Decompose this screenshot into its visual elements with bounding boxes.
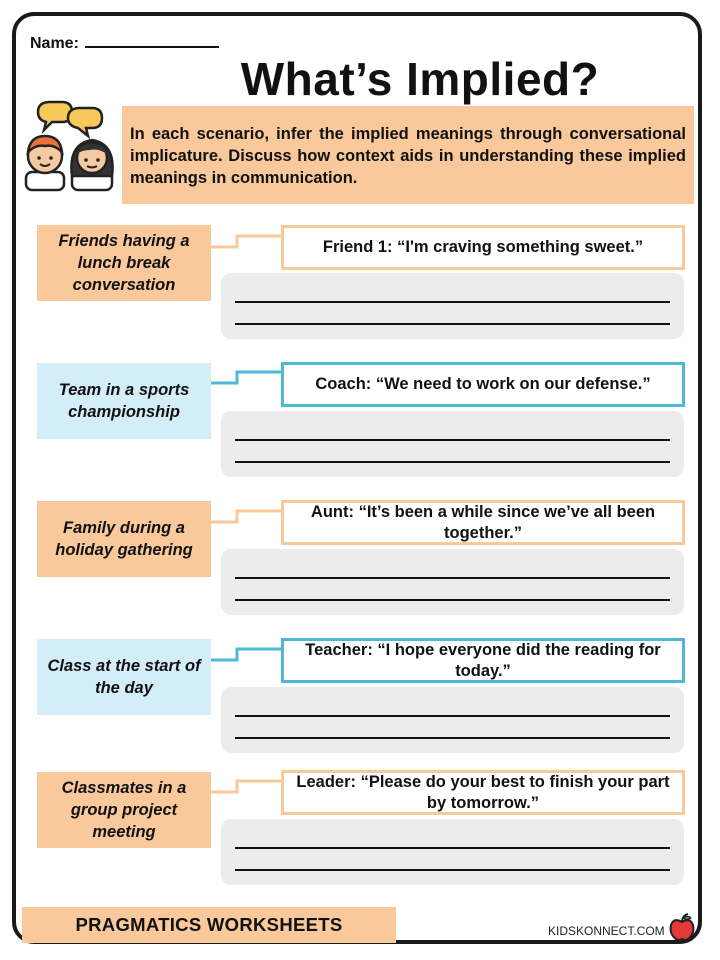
connector-line — [211, 645, 283, 665]
footer-label: PRAGMATICS WORKSHEETS — [22, 907, 396, 943]
scenario-context-5: Classmates in a group project meeting — [37, 772, 211, 848]
connector-line — [211, 507, 283, 527]
name-blank-line[interactable] — [85, 32, 219, 48]
scenario-quote-2: Coach: “We need to work on our defense.” — [281, 362, 685, 407]
answer-line[interactable] — [235, 461, 670, 463]
scenario-quote-1: Friend 1: “I'm craving something sweet.” — [281, 225, 685, 270]
answer-line[interactable] — [235, 737, 670, 739]
name-field[interactable] — [30, 32, 219, 53]
page-title: What’s Implied? — [240, 53, 600, 105]
scenario-context-4: Class at the start of the day — [37, 639, 211, 715]
connector-line — [211, 232, 283, 252]
answer-area-3[interactable] — [221, 549, 684, 615]
answer-line[interactable] — [235, 439, 670, 441]
answer-area-5[interactable] — [221, 819, 684, 885]
talking-kids-icon — [22, 98, 118, 192]
answer-line[interactable] — [235, 599, 670, 601]
answer-line[interactable] — [235, 869, 670, 871]
answer-line[interactable] — [235, 847, 670, 849]
answer-area-1[interactable] — [221, 273, 684, 339]
answer-line[interactable] — [235, 577, 670, 579]
answer-line[interactable] — [235, 301, 670, 303]
scenario-quote-3: Aunt: “It’s been a while since we’ve all been together.” — [281, 500, 685, 545]
scenario-quote-5: Leader: “Please do your best to finish your part by tomorrow.” — [281, 770, 685, 815]
name-label: Name: — [30, 35, 79, 52]
answer-line[interactable] — [235, 323, 670, 325]
scenario-context-1: Friends having a lunch break conversation — [37, 225, 211, 301]
scenario-context-3: Family during a holiday gathering — [37, 501, 211, 577]
answer-area-4[interactable] — [221, 687, 684, 753]
instructions-box: In each scenario, infer the implied meanings through conversational implicature. Discuss how context aids in understanding these implied meanings in communication. — [122, 106, 694, 204]
answer-area-2[interactable] — [221, 411, 684, 477]
connector-line — [211, 368, 283, 388]
apple-logo-icon — [668, 912, 696, 942]
scenario-quote-4: Teacher: “I hope everyone did the reading for today.” — [281, 638, 685, 683]
answer-line[interactable] — [235, 715, 670, 717]
scenario-context-2: Team in a sports championship — [37, 363, 211, 439]
footer-site: KIDSKONNECT.COM — [548, 924, 665, 938]
connector-line — [211, 777, 283, 797]
